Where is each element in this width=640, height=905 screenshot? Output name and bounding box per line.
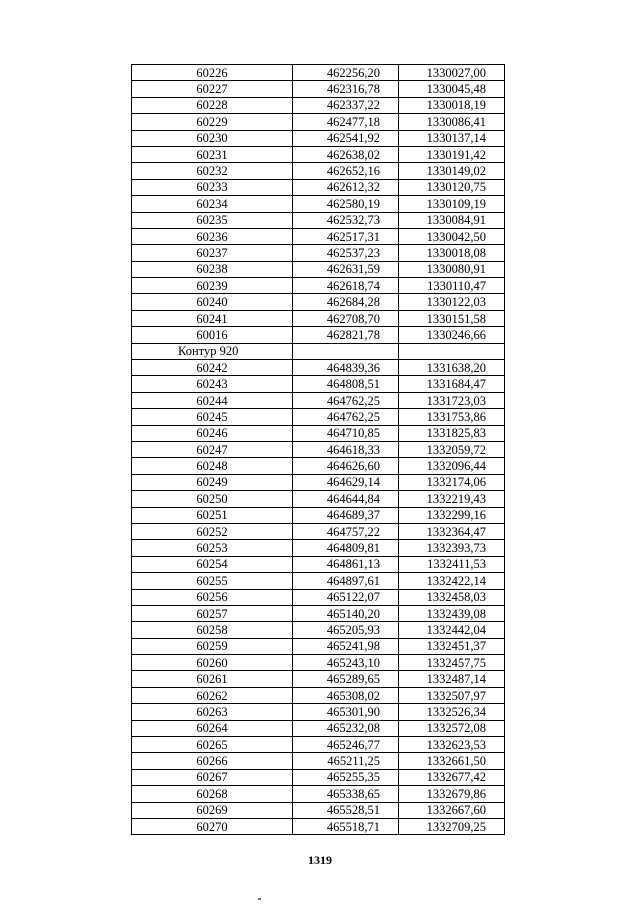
point-id-cell: 60267 bbox=[132, 769, 293, 785]
point-id-cell: 60240 bbox=[132, 294, 293, 310]
y-coordinate-cell: 1332572,08 bbox=[399, 720, 505, 736]
y-coordinate-cell: 1332411,53 bbox=[399, 556, 505, 572]
y-coordinate-cell: 1331723,03 bbox=[399, 392, 505, 408]
table-row bbox=[132, 310, 505, 326]
x-coordinate-cell: 464839,36 bbox=[293, 360, 399, 376]
y-coordinate-cell: 1332709,25 bbox=[399, 818, 505, 834]
y-coordinate-cell: 1330149,02 bbox=[399, 163, 505, 179]
point-id-cell: 60016 bbox=[132, 327, 293, 343]
point-id-cell: 60239 bbox=[132, 278, 293, 294]
point-id-cell: 60266 bbox=[132, 753, 293, 769]
x-coordinate-cell bbox=[293, 343, 399, 359]
x-coordinate-cell: 465338,65 bbox=[293, 786, 399, 802]
x-coordinate-cell: 465122,07 bbox=[293, 589, 399, 605]
x-coordinate-cell: 465241,98 bbox=[293, 638, 399, 654]
table-row bbox=[132, 179, 505, 195]
x-coordinate-cell: 464809,81 bbox=[293, 540, 399, 556]
point-id-cell: 60243 bbox=[132, 376, 293, 392]
point-id-cell: 60250 bbox=[132, 491, 293, 507]
point-id-cell: 60237 bbox=[132, 245, 293, 261]
table-row bbox=[132, 458, 505, 474]
table-row bbox=[132, 245, 505, 261]
x-coordinate-cell: 465301,90 bbox=[293, 704, 399, 720]
table-row bbox=[132, 376, 505, 392]
y-coordinate-cell: 1330042,50 bbox=[399, 228, 505, 244]
y-coordinate-cell: 1332219,43 bbox=[399, 491, 505, 507]
y-coordinate-cell: 1332174,06 bbox=[399, 474, 505, 490]
y-coordinate-cell bbox=[399, 343, 505, 359]
x-coordinate-cell: 462256,20 bbox=[293, 65, 399, 81]
table-row bbox=[132, 737, 505, 753]
y-coordinate-cell: 1332364,47 bbox=[399, 523, 505, 539]
x-coordinate-cell: 465518,71 bbox=[293, 818, 399, 834]
x-coordinate-cell: 462532,73 bbox=[293, 212, 399, 228]
point-id-cell: 60255 bbox=[132, 573, 293, 589]
table-row bbox=[132, 818, 505, 834]
y-coordinate-cell: 1332439,08 bbox=[399, 605, 505, 621]
y-coordinate-cell: 1330018,19 bbox=[399, 97, 505, 113]
x-coordinate-cell: 462618,74 bbox=[293, 278, 399, 294]
table-row bbox=[132, 474, 505, 490]
x-coordinate-cell: 464897,61 bbox=[293, 573, 399, 589]
page-number: 1319 bbox=[308, 853, 332, 867]
table-row bbox=[132, 261, 505, 277]
table-row bbox=[132, 163, 505, 179]
scan-speck bbox=[258, 898, 261, 900]
point-id-cell: 60258 bbox=[132, 622, 293, 638]
y-coordinate-cell: 1332623,53 bbox=[399, 737, 505, 753]
x-coordinate-cell: 462541,92 bbox=[293, 130, 399, 146]
point-id-cell: 60234 bbox=[132, 196, 293, 212]
point-id-cell: 60242 bbox=[132, 360, 293, 376]
point-id-cell: 60226 bbox=[132, 65, 293, 81]
table-row bbox=[132, 769, 505, 785]
y-coordinate-cell: 1330027,00 bbox=[399, 65, 505, 81]
point-id-cell: 60233 bbox=[132, 179, 293, 195]
table-row bbox=[132, 294, 505, 310]
table-row bbox=[132, 425, 505, 441]
table-row bbox=[132, 786, 505, 802]
point-id-cell: 60269 bbox=[132, 802, 293, 818]
x-coordinate-cell: 465140,20 bbox=[293, 605, 399, 621]
point-id-cell: 60256 bbox=[132, 589, 293, 605]
y-coordinate-cell: 1332422,14 bbox=[399, 573, 505, 589]
y-coordinate-cell: 1332487,14 bbox=[399, 671, 505, 687]
y-coordinate-cell: 1332451,37 bbox=[399, 638, 505, 654]
coordinates-table-body bbox=[132, 65, 505, 835]
table-row bbox=[132, 523, 505, 539]
table-row bbox=[132, 360, 505, 376]
y-coordinate-cell: 1330137,14 bbox=[399, 130, 505, 146]
y-coordinate-cell: 1330120,75 bbox=[399, 179, 505, 195]
y-coordinate-cell: 1330018,08 bbox=[399, 245, 505, 261]
table-row bbox=[132, 81, 505, 97]
table-row bbox=[132, 720, 505, 736]
point-id-cell: 60252 bbox=[132, 523, 293, 539]
x-coordinate-cell: 465211,25 bbox=[293, 753, 399, 769]
table-row bbox=[132, 556, 505, 572]
point-id-cell: 60259 bbox=[132, 638, 293, 654]
x-coordinate-cell: 462631,59 bbox=[293, 261, 399, 277]
x-coordinate-cell: 462337,22 bbox=[293, 97, 399, 113]
table-row bbox=[132, 507, 505, 523]
point-id-cell: 60251 bbox=[132, 507, 293, 523]
x-coordinate-cell: 462708,70 bbox=[293, 310, 399, 326]
table-row bbox=[132, 540, 505, 556]
y-coordinate-cell: 1330151,58 bbox=[399, 310, 505, 326]
point-id-cell: 60245 bbox=[132, 409, 293, 425]
table-row bbox=[132, 228, 505, 244]
y-coordinate-cell: 1331684,47 bbox=[399, 376, 505, 392]
x-coordinate-cell: 465308,02 bbox=[293, 687, 399, 703]
point-id-cell: 60265 bbox=[132, 737, 293, 753]
x-coordinate-cell: 462652,16 bbox=[293, 163, 399, 179]
contour-label-cell: Контур 920 bbox=[132, 343, 293, 359]
table-row bbox=[132, 130, 505, 146]
point-id-cell: 60270 bbox=[132, 818, 293, 834]
y-coordinate-cell: 1330246,66 bbox=[399, 327, 505, 343]
table-row bbox=[132, 573, 505, 589]
x-coordinate-cell: 465255,35 bbox=[293, 769, 399, 785]
x-coordinate-cell: 465528,51 bbox=[293, 802, 399, 818]
y-coordinate-cell: 1332442,04 bbox=[399, 622, 505, 638]
x-coordinate-cell: 462580,19 bbox=[293, 196, 399, 212]
x-coordinate-cell: 462537,23 bbox=[293, 245, 399, 261]
y-coordinate-cell: 1332059,72 bbox=[399, 441, 505, 457]
y-coordinate-cell: 1330045,48 bbox=[399, 81, 505, 97]
point-id-cell: 60232 bbox=[132, 163, 293, 179]
x-coordinate-cell: 462517,31 bbox=[293, 228, 399, 244]
y-coordinate-cell: 1330080,91 bbox=[399, 261, 505, 277]
y-coordinate-cell: 1332096,44 bbox=[399, 458, 505, 474]
point-id-cell: 60238 bbox=[132, 261, 293, 277]
y-coordinate-cell: 1332677,42 bbox=[399, 769, 505, 785]
coordinates-table bbox=[131, 64, 505, 835]
table-row bbox=[132, 671, 505, 687]
x-coordinate-cell: 464644,84 bbox=[293, 491, 399, 507]
x-coordinate-cell: 462684,28 bbox=[293, 294, 399, 310]
y-coordinate-cell: 1332507,97 bbox=[399, 687, 505, 703]
x-coordinate-cell: 464626,60 bbox=[293, 458, 399, 474]
y-coordinate-cell: 1330109,19 bbox=[399, 196, 505, 212]
table-row bbox=[132, 441, 505, 457]
point-id-cell: 60254 bbox=[132, 556, 293, 572]
point-id-cell: 60268 bbox=[132, 786, 293, 802]
table-row bbox=[132, 278, 505, 294]
y-coordinate-cell: 1332679,86 bbox=[399, 786, 505, 802]
table-row bbox=[132, 392, 505, 408]
point-id-cell: 60241 bbox=[132, 310, 293, 326]
x-coordinate-cell: 465289,65 bbox=[293, 671, 399, 687]
y-coordinate-cell: 1332393,73 bbox=[399, 540, 505, 556]
x-coordinate-cell: 464762,25 bbox=[293, 409, 399, 425]
x-coordinate-cell: 465246,77 bbox=[293, 737, 399, 753]
x-coordinate-cell: 462821,78 bbox=[293, 327, 399, 343]
point-id-cell: 60261 bbox=[132, 671, 293, 687]
table-row bbox=[132, 114, 505, 130]
table-row bbox=[132, 409, 505, 425]
point-id-cell: 60253 bbox=[132, 540, 293, 556]
y-coordinate-cell: 1331825,83 bbox=[399, 425, 505, 441]
x-coordinate-cell: 464618,33 bbox=[293, 441, 399, 457]
y-coordinate-cell: 1331753,86 bbox=[399, 409, 505, 425]
point-id-cell: 60235 bbox=[132, 212, 293, 228]
table-row bbox=[132, 753, 505, 769]
y-coordinate-cell: 1332299,16 bbox=[399, 507, 505, 523]
y-coordinate-cell: 1330191,42 bbox=[399, 146, 505, 162]
table-row bbox=[132, 589, 505, 605]
table-row bbox=[132, 491, 505, 507]
x-coordinate-cell: 464808,51 bbox=[293, 376, 399, 392]
x-coordinate-cell: 464629,14 bbox=[293, 474, 399, 490]
point-id-cell: 60244 bbox=[132, 392, 293, 408]
table-row bbox=[132, 687, 505, 703]
y-coordinate-cell: 1330110,47 bbox=[399, 278, 505, 294]
point-id-cell: 60236 bbox=[132, 228, 293, 244]
table-row bbox=[132, 65, 505, 81]
y-coordinate-cell: 1332661,50 bbox=[399, 753, 505, 769]
x-coordinate-cell: 465243,10 bbox=[293, 655, 399, 671]
y-coordinate-cell: 1332667,60 bbox=[399, 802, 505, 818]
point-id-cell: 60228 bbox=[132, 97, 293, 113]
table-row bbox=[132, 97, 505, 113]
y-coordinate-cell: 1330084,91 bbox=[399, 212, 505, 228]
point-id-cell: 60248 bbox=[132, 458, 293, 474]
x-coordinate-cell: 462477,18 bbox=[293, 114, 399, 130]
y-coordinate-cell: 1330086,41 bbox=[399, 114, 505, 130]
table-row bbox=[132, 655, 505, 671]
y-coordinate-cell: 1331638,20 bbox=[399, 360, 505, 376]
table-row bbox=[132, 802, 505, 818]
point-id-cell: 60247 bbox=[132, 441, 293, 457]
y-coordinate-cell: 1332458,03 bbox=[399, 589, 505, 605]
x-coordinate-cell: 464762,25 bbox=[293, 392, 399, 408]
x-coordinate-cell: 464861,13 bbox=[293, 556, 399, 572]
y-coordinate-cell: 1330122,03 bbox=[399, 294, 505, 310]
table-row bbox=[132, 622, 505, 638]
table-row bbox=[132, 638, 505, 654]
x-coordinate-cell: 464710,85 bbox=[293, 425, 399, 441]
point-id-cell: 60264 bbox=[132, 720, 293, 736]
point-id-cell: 60262 bbox=[132, 687, 293, 703]
table-row bbox=[132, 704, 505, 720]
x-coordinate-cell: 462638,02 bbox=[293, 146, 399, 162]
point-id-cell: 60249 bbox=[132, 474, 293, 490]
point-id-cell: 60257 bbox=[132, 605, 293, 621]
table-row bbox=[132, 327, 505, 343]
table-row bbox=[132, 212, 505, 228]
y-coordinate-cell: 1332457,75 bbox=[399, 655, 505, 671]
point-id-cell: 60229 bbox=[132, 114, 293, 130]
y-coordinate-cell: 1332526,34 bbox=[399, 704, 505, 720]
point-id-cell: 60227 bbox=[132, 81, 293, 97]
point-id-cell: 60230 bbox=[132, 130, 293, 146]
x-coordinate-cell: 462316,78 bbox=[293, 81, 399, 97]
contour-header-row bbox=[132, 343, 505, 359]
table-row bbox=[132, 146, 505, 162]
x-coordinate-cell: 462612,32 bbox=[293, 179, 399, 195]
x-coordinate-cell: 464757,22 bbox=[293, 523, 399, 539]
x-coordinate-cell: 465232,08 bbox=[293, 720, 399, 736]
point-id-cell: 60246 bbox=[132, 425, 293, 441]
point-id-cell: 60231 bbox=[132, 146, 293, 162]
x-coordinate-cell: 465205,93 bbox=[293, 622, 399, 638]
table-row bbox=[132, 196, 505, 212]
point-id-cell: 60263 bbox=[132, 704, 293, 720]
table-row bbox=[132, 605, 505, 621]
point-id-cell: 60260 bbox=[132, 655, 293, 671]
x-coordinate-cell: 464689,37 bbox=[293, 507, 399, 523]
